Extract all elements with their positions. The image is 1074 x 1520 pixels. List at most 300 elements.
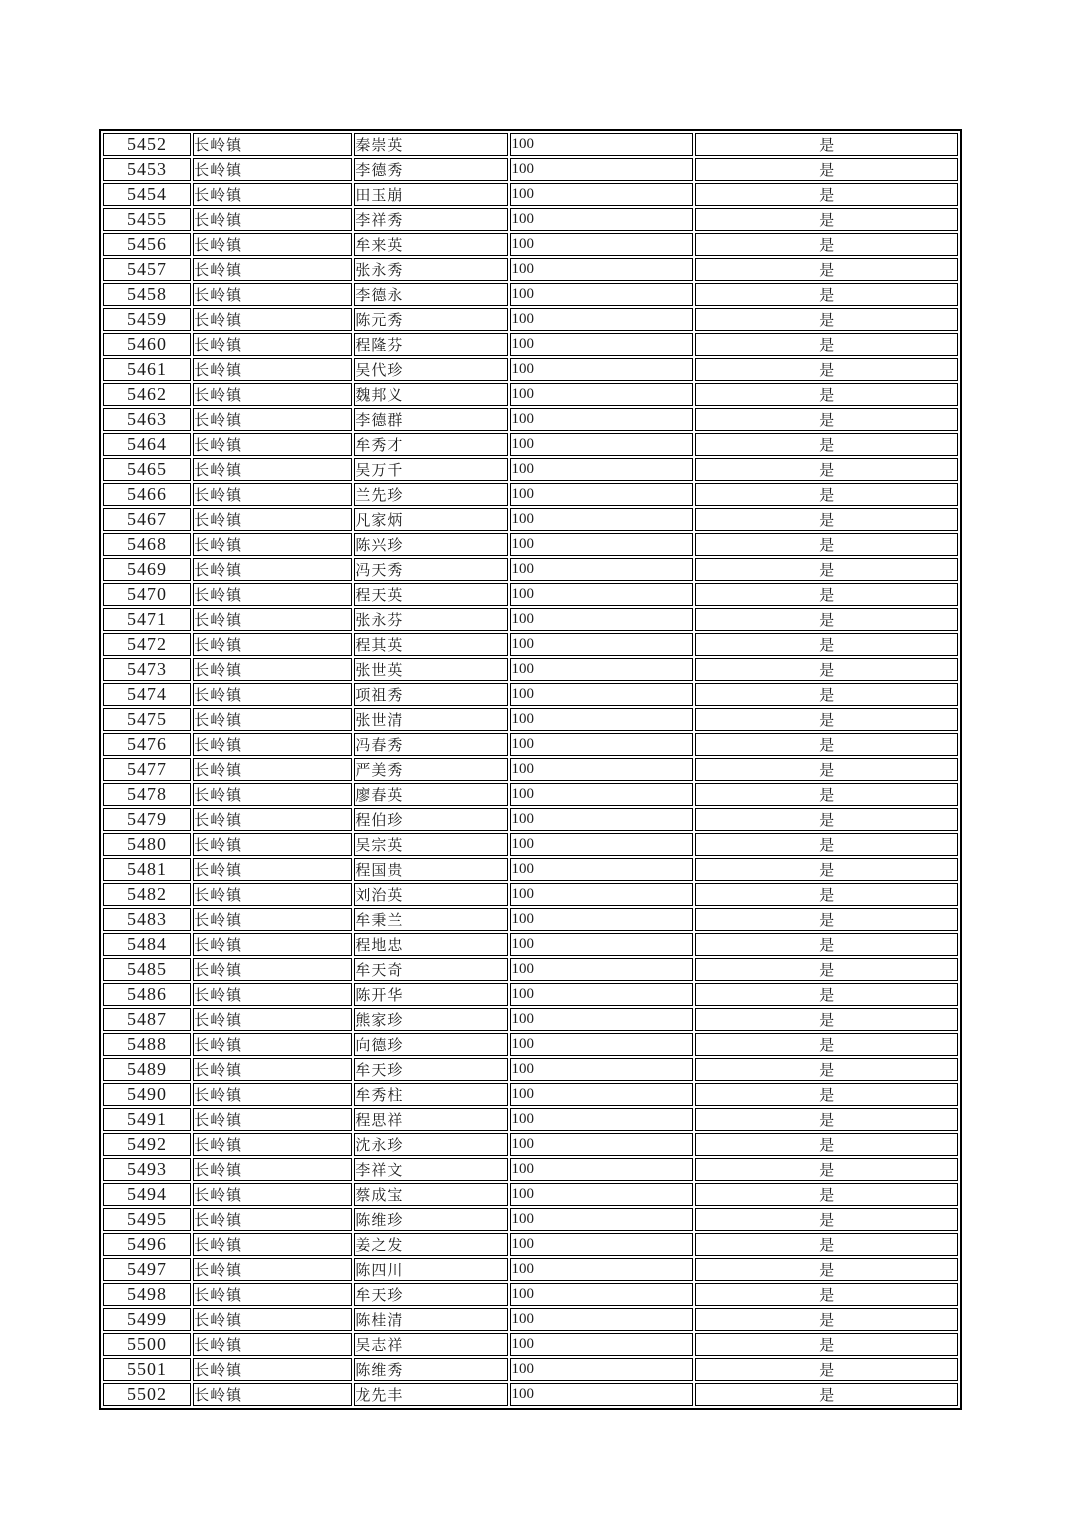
table-row	[103, 333, 958, 356]
status-cell: 是	[695, 408, 958, 431]
row-id-cell: 5470	[103, 583, 191, 606]
table-row	[103, 208, 958, 231]
row-id-cell: 5501	[103, 1358, 191, 1381]
town-cell: 长岭镇	[193, 783, 352, 806]
row-id-cell: 5464	[103, 433, 191, 456]
score-cell: 100	[510, 958, 693, 981]
name-cell: 龙先丰	[354, 1383, 508, 1406]
town-cell: 长岭镇	[193, 758, 352, 781]
status-cell: 是	[695, 233, 958, 256]
status-cell: 是	[695, 483, 958, 506]
row-id-cell: 5492	[103, 1133, 191, 1156]
table-row	[103, 408, 958, 431]
score-cell: 100	[510, 1008, 693, 1031]
table-row	[103, 1258, 958, 1281]
score-cell: 100	[510, 833, 693, 856]
score-cell: 100	[510, 133, 693, 156]
status-cell: 是	[695, 1083, 958, 1106]
table-row	[103, 483, 958, 506]
town-cell: 长岭镇	[193, 683, 352, 706]
score-cell: 100	[510, 1383, 693, 1406]
row-id-cell: 5452	[103, 133, 191, 156]
score-cell: 100	[510, 583, 693, 606]
name-cell: 严美秀	[354, 758, 508, 781]
table-row	[103, 1208, 958, 1231]
town-cell: 长岭镇	[193, 358, 352, 381]
name-cell: 陈兴珍	[354, 533, 508, 556]
town-cell: 长岭镇	[193, 733, 352, 756]
name-cell: 兰先珍	[354, 483, 508, 506]
table-row	[103, 808, 958, 831]
table-row	[103, 1008, 958, 1031]
status-cell: 是	[695, 558, 958, 581]
town-cell: 长岭镇	[193, 308, 352, 331]
table-row	[103, 1333, 958, 1356]
table-row	[103, 1383, 958, 1406]
name-cell: 冯春秀	[354, 733, 508, 756]
name-cell: 向德珍	[354, 1033, 508, 1056]
name-cell: 程伯珍	[354, 808, 508, 831]
table-row	[103, 1033, 958, 1056]
status-cell: 是	[695, 958, 958, 981]
table-row	[103, 608, 958, 631]
town-cell: 长岭镇	[193, 483, 352, 506]
name-cell: 张永秀	[354, 258, 508, 281]
row-id-cell: 5466	[103, 483, 191, 506]
row-id-cell: 5465	[103, 458, 191, 481]
status-cell: 是	[695, 383, 958, 406]
score-cell: 100	[510, 1308, 693, 1331]
status-cell: 是	[695, 933, 958, 956]
row-id-cell: 5480	[103, 833, 191, 856]
name-cell: 魏邦义	[354, 383, 508, 406]
town-cell: 长岭镇	[193, 133, 352, 156]
table-row	[103, 1058, 958, 1081]
town-cell: 长岭镇	[193, 958, 352, 981]
town-cell: 长岭镇	[193, 833, 352, 856]
town-cell: 长岭镇	[193, 808, 352, 831]
score-cell: 100	[510, 758, 693, 781]
row-id-cell: 5478	[103, 783, 191, 806]
table-row	[103, 183, 958, 206]
town-cell: 长岭镇	[193, 1108, 352, 1131]
table-row	[103, 1158, 958, 1181]
table-row	[103, 383, 958, 406]
row-id-cell: 5479	[103, 808, 191, 831]
score-cell: 100	[510, 1358, 693, 1381]
score-cell: 100	[510, 308, 693, 331]
score-cell: 100	[510, 1033, 693, 1056]
status-cell: 是	[695, 633, 958, 656]
score-cell: 100	[510, 858, 693, 881]
status-cell: 是	[695, 1333, 958, 1356]
score-cell: 100	[510, 483, 693, 506]
row-id-cell: 5458	[103, 283, 191, 306]
town-cell: 长岭镇	[193, 458, 352, 481]
status-cell: 是	[695, 158, 958, 181]
name-cell: 沈永珍	[354, 1133, 508, 1156]
town-cell: 长岭镇	[193, 583, 352, 606]
name-cell: 凡家炳	[354, 508, 508, 531]
name-cell: 李德群	[354, 408, 508, 431]
row-id-cell: 5462	[103, 383, 191, 406]
score-cell: 100	[510, 608, 693, 631]
status-cell: 是	[695, 708, 958, 731]
row-id-cell: 5485	[103, 958, 191, 981]
row-id-cell: 5459	[103, 308, 191, 331]
table-row	[103, 658, 958, 681]
name-cell: 程国贵	[354, 858, 508, 881]
town-cell: 长岭镇	[193, 1058, 352, 1081]
score-cell: 100	[510, 558, 693, 581]
score-cell: 100	[510, 1283, 693, 1306]
name-cell: 程天英	[354, 583, 508, 606]
score-cell: 100	[510, 283, 693, 306]
status-cell: 是	[695, 208, 958, 231]
score-cell: 100	[510, 458, 693, 481]
town-cell: 长岭镇	[193, 508, 352, 531]
row-id-cell: 5489	[103, 1058, 191, 1081]
table-row	[103, 758, 958, 781]
status-cell: 是	[695, 883, 958, 906]
name-cell: 张世清	[354, 708, 508, 731]
table-row	[103, 1183, 958, 1206]
status-cell: 是	[695, 683, 958, 706]
status-cell: 是	[695, 658, 958, 681]
name-cell: 张永芬	[354, 608, 508, 631]
status-cell: 是	[695, 308, 958, 331]
score-cell: 100	[510, 1133, 693, 1156]
row-id-cell: 5499	[103, 1308, 191, 1331]
score-cell: 100	[510, 1208, 693, 1231]
score-cell: 100	[510, 508, 693, 531]
status-cell: 是	[695, 258, 958, 281]
row-id-cell: 5476	[103, 733, 191, 756]
town-cell: 长岭镇	[193, 908, 352, 931]
row-id-cell: 5491	[103, 1108, 191, 1131]
table-row	[103, 583, 958, 606]
name-cell: 牟来英	[354, 233, 508, 256]
town-cell: 长岭镇	[193, 1083, 352, 1106]
score-cell: 100	[510, 983, 693, 1006]
status-cell: 是	[695, 1308, 958, 1331]
table-row	[103, 158, 958, 181]
table-row	[103, 458, 958, 481]
town-cell: 长岭镇	[193, 1333, 352, 1356]
status-cell: 是	[695, 1108, 958, 1131]
name-cell: 姜之发	[354, 1233, 508, 1256]
score-cell: 100	[510, 708, 693, 731]
row-id-cell: 5453	[103, 158, 191, 181]
town-cell: 长岭镇	[193, 533, 352, 556]
name-cell: 陈开华	[354, 983, 508, 1006]
name-cell: 程其英	[354, 633, 508, 656]
town-cell: 长岭镇	[193, 1258, 352, 1281]
name-cell: 秦崇英	[354, 133, 508, 156]
status-cell: 是	[695, 508, 958, 531]
town-cell: 长岭镇	[193, 233, 352, 256]
table-row	[103, 1133, 958, 1156]
row-id-cell: 5486	[103, 983, 191, 1006]
status-cell: 是	[695, 833, 958, 856]
town-cell: 长岭镇	[193, 1158, 352, 1181]
name-cell: 陈元秀	[354, 308, 508, 331]
status-cell: 是	[695, 1158, 958, 1181]
town-cell: 长岭镇	[193, 333, 352, 356]
town-cell: 长岭镇	[193, 1133, 352, 1156]
table-row	[103, 833, 958, 856]
name-cell: 陈维秀	[354, 1358, 508, 1381]
name-cell: 牟天珍	[354, 1283, 508, 1306]
name-cell: 牟秀才	[354, 433, 508, 456]
table-row	[103, 358, 958, 381]
name-cell: 李祥文	[354, 1158, 508, 1181]
row-id-cell: 5502	[103, 1383, 191, 1406]
score-cell: 100	[510, 1058, 693, 1081]
status-cell: 是	[695, 433, 958, 456]
score-cell: 100	[510, 1183, 693, 1206]
name-cell: 程隆芬	[354, 333, 508, 356]
row-id-cell: 5495	[103, 1208, 191, 1231]
table-row	[103, 558, 958, 581]
status-cell: 是	[695, 733, 958, 756]
row-id-cell: 5468	[103, 533, 191, 556]
town-cell: 长岭镇	[193, 1308, 352, 1331]
row-id-cell: 5475	[103, 708, 191, 731]
score-cell: 100	[510, 433, 693, 456]
table-row	[103, 533, 958, 556]
score-cell: 100	[510, 383, 693, 406]
town-cell: 长岭镇	[193, 383, 352, 406]
status-cell: 是	[695, 858, 958, 881]
records-table	[99, 129, 962, 1410]
name-cell: 牟秀柱	[354, 1083, 508, 1106]
row-id-cell: 5497	[103, 1258, 191, 1281]
status-cell: 是	[695, 458, 958, 481]
table-row	[103, 1358, 958, 1381]
table-row	[103, 433, 958, 456]
table-row	[103, 258, 958, 281]
town-cell: 长岭镇	[193, 258, 352, 281]
score-cell: 100	[510, 1108, 693, 1131]
table-row	[103, 783, 958, 806]
status-cell: 是	[695, 1358, 958, 1381]
name-cell: 李德永	[354, 283, 508, 306]
status-cell: 是	[695, 808, 958, 831]
status-cell: 是	[695, 1233, 958, 1256]
table-row	[103, 283, 958, 306]
row-id-cell: 5483	[103, 908, 191, 931]
table-row	[103, 858, 958, 881]
table-row	[103, 308, 958, 331]
score-cell: 100	[510, 1233, 693, 1256]
score-cell: 100	[510, 533, 693, 556]
row-id-cell: 5473	[103, 658, 191, 681]
score-cell: 100	[510, 1333, 693, 1356]
status-cell: 是	[695, 1058, 958, 1081]
name-cell: 牟天奇	[354, 958, 508, 981]
town-cell: 长岭镇	[193, 158, 352, 181]
table-row	[103, 883, 958, 906]
town-cell: 长岭镇	[193, 658, 352, 681]
town-cell: 长岭镇	[193, 608, 352, 631]
town-cell: 长岭镇	[193, 983, 352, 1006]
score-cell: 100	[510, 783, 693, 806]
row-id-cell: 5494	[103, 1183, 191, 1206]
row-id-cell: 5469	[103, 558, 191, 581]
town-cell: 长岭镇	[193, 883, 352, 906]
table-row	[103, 933, 958, 956]
status-cell: 是	[695, 1033, 958, 1056]
score-cell: 100	[510, 333, 693, 356]
row-id-cell: 5477	[103, 758, 191, 781]
table-row	[103, 908, 958, 931]
name-cell: 程思祥	[354, 1108, 508, 1131]
row-id-cell: 5460	[103, 333, 191, 356]
score-cell: 100	[510, 233, 693, 256]
name-cell: 吴万千	[354, 458, 508, 481]
name-cell: 张世英	[354, 658, 508, 681]
name-cell: 牟天珍	[354, 1058, 508, 1081]
table-row	[103, 733, 958, 756]
row-id-cell: 5454	[103, 183, 191, 206]
score-cell: 100	[510, 933, 693, 956]
row-id-cell: 5481	[103, 858, 191, 881]
status-cell: 是	[695, 608, 958, 631]
status-cell: 是	[695, 1208, 958, 1231]
row-id-cell: 5490	[103, 1083, 191, 1106]
name-cell: 项祖秀	[354, 683, 508, 706]
name-cell: 程地忠	[354, 933, 508, 956]
score-cell: 100	[510, 258, 693, 281]
town-cell: 长岭镇	[193, 1233, 352, 1256]
score-cell: 100	[510, 883, 693, 906]
town-cell: 长岭镇	[193, 558, 352, 581]
score-cell: 100	[510, 358, 693, 381]
row-id-cell: 5487	[103, 1008, 191, 1031]
row-id-cell: 5493	[103, 1158, 191, 1181]
row-id-cell: 5474	[103, 683, 191, 706]
status-cell: 是	[695, 1258, 958, 1281]
name-cell: 吴志祥	[354, 1333, 508, 1356]
row-id-cell: 5467	[103, 508, 191, 531]
name-cell: 牟秉兰	[354, 908, 508, 931]
table-row	[103, 708, 958, 731]
name-cell: 蔡成宝	[354, 1183, 508, 1206]
status-cell: 是	[695, 758, 958, 781]
name-cell: 李德秀	[354, 158, 508, 181]
score-cell: 100	[510, 808, 693, 831]
table-row	[103, 958, 958, 981]
status-cell: 是	[695, 283, 958, 306]
table-row	[103, 633, 958, 656]
town-cell: 长岭镇	[193, 858, 352, 881]
row-id-cell: 5472	[103, 633, 191, 656]
status-cell: 是	[695, 333, 958, 356]
row-id-cell: 5482	[103, 883, 191, 906]
row-id-cell: 5463	[103, 408, 191, 431]
row-id-cell: 5461	[103, 358, 191, 381]
table-row	[103, 1308, 958, 1331]
town-cell: 长岭镇	[193, 1358, 352, 1381]
town-cell: 长岭镇	[193, 208, 352, 231]
town-cell: 长岭镇	[193, 1283, 352, 1306]
status-cell: 是	[695, 783, 958, 806]
status-cell: 是	[695, 583, 958, 606]
score-cell: 100	[510, 658, 693, 681]
row-id-cell: 5471	[103, 608, 191, 631]
score-cell: 100	[510, 733, 693, 756]
score-cell: 100	[510, 908, 693, 931]
town-cell: 长岭镇	[193, 433, 352, 456]
score-cell: 100	[510, 633, 693, 656]
row-id-cell: 5496	[103, 1233, 191, 1256]
table-row	[103, 133, 958, 156]
row-id-cell: 5484	[103, 933, 191, 956]
row-id-cell: 5457	[103, 258, 191, 281]
status-cell: 是	[695, 133, 958, 156]
town-cell: 长岭镇	[193, 708, 352, 731]
town-cell: 长岭镇	[193, 183, 352, 206]
town-cell: 长岭镇	[193, 633, 352, 656]
name-cell: 廖春英	[354, 783, 508, 806]
town-cell: 长岭镇	[193, 1208, 352, 1231]
row-id-cell: 5456	[103, 233, 191, 256]
status-cell: 是	[695, 1133, 958, 1156]
table-row	[103, 1108, 958, 1131]
score-cell: 100	[510, 208, 693, 231]
name-cell: 刘治英	[354, 883, 508, 906]
table-row	[103, 508, 958, 531]
town-cell: 长岭镇	[193, 283, 352, 306]
score-cell: 100	[510, 158, 693, 181]
name-cell: 陈维珍	[354, 1208, 508, 1231]
town-cell: 长岭镇	[193, 1183, 352, 1206]
table-row	[103, 683, 958, 706]
table-body	[103, 133, 958, 1406]
score-cell: 100	[510, 1158, 693, 1181]
row-id-cell: 5498	[103, 1283, 191, 1306]
name-cell: 田玉崩	[354, 183, 508, 206]
name-cell: 吴代珍	[354, 358, 508, 381]
row-id-cell: 5488	[103, 1033, 191, 1056]
name-cell: 陈桂清	[354, 1308, 508, 1331]
status-cell: 是	[695, 1183, 958, 1206]
score-cell: 100	[510, 683, 693, 706]
score-cell: 100	[510, 183, 693, 206]
town-cell: 长岭镇	[193, 408, 352, 431]
status-cell: 是	[695, 908, 958, 931]
status-cell: 是	[695, 983, 958, 1006]
table-row	[103, 1283, 958, 1306]
table-row	[103, 983, 958, 1006]
status-cell: 是	[695, 1008, 958, 1031]
name-cell: 陈四川	[354, 1258, 508, 1281]
status-cell: 是	[695, 183, 958, 206]
status-cell: 是	[695, 1383, 958, 1406]
row-id-cell: 5500	[103, 1333, 191, 1356]
status-cell: 是	[695, 1283, 958, 1306]
score-cell: 100	[510, 408, 693, 431]
table-row	[103, 1233, 958, 1256]
row-id-cell: 5455	[103, 208, 191, 231]
town-cell: 长岭镇	[193, 933, 352, 956]
table-row	[103, 233, 958, 256]
town-cell: 长岭镇	[193, 1383, 352, 1406]
name-cell: 吴宗英	[354, 833, 508, 856]
name-cell: 熊家珍	[354, 1008, 508, 1031]
score-cell: 100	[510, 1258, 693, 1281]
